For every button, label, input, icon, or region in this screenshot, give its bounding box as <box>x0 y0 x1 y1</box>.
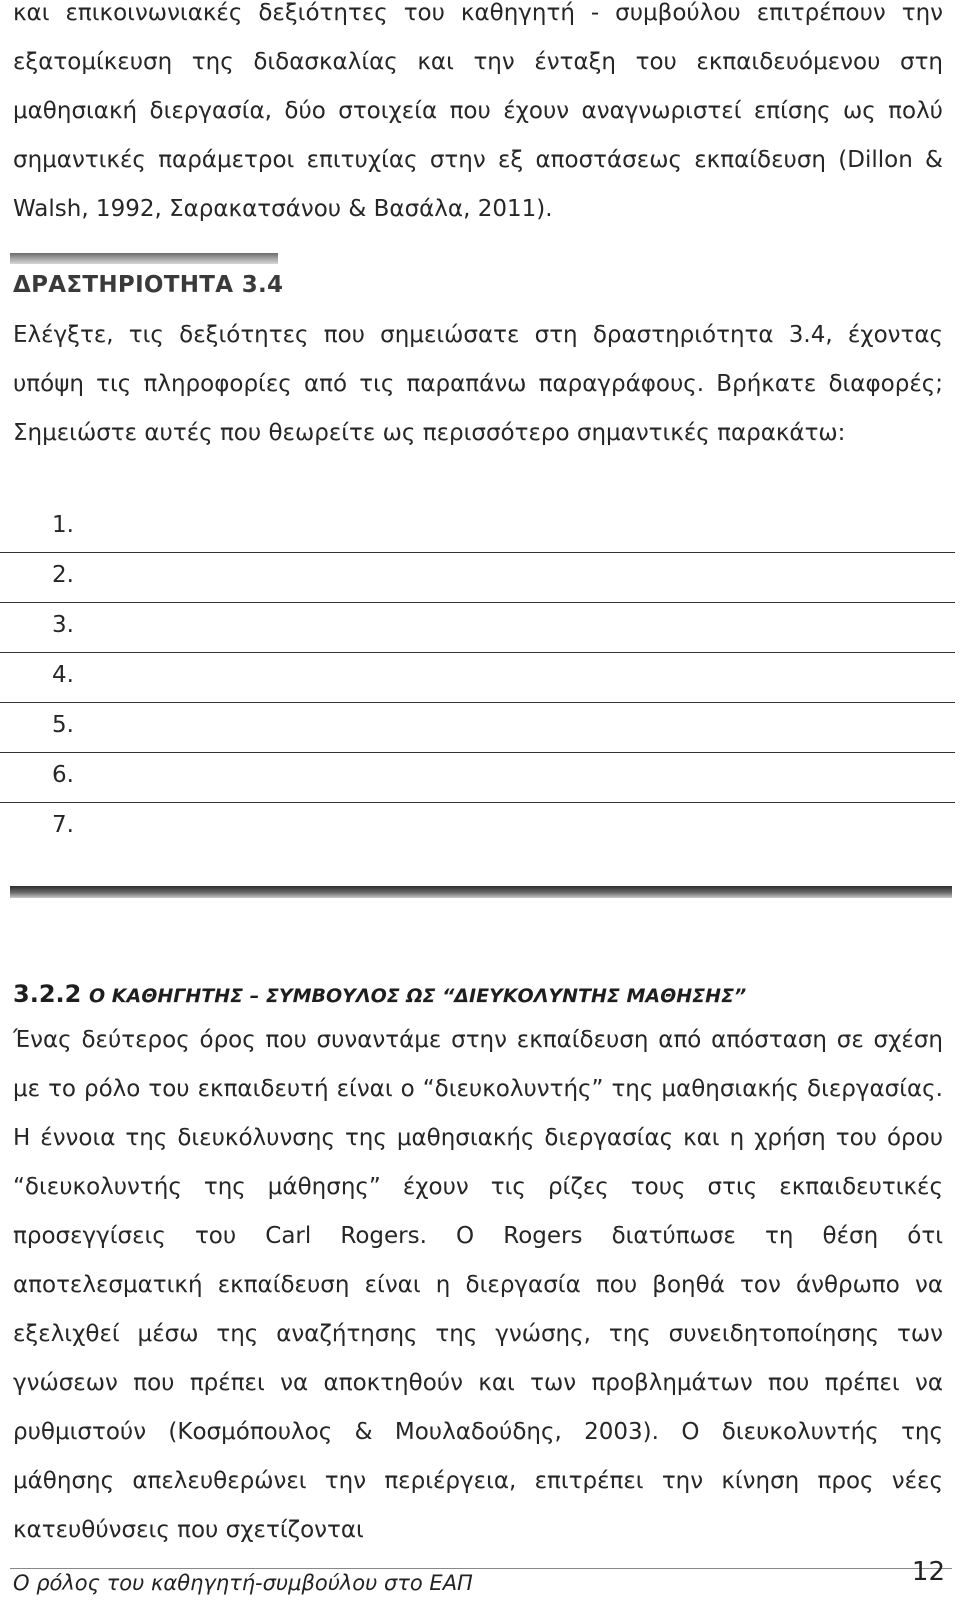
answer-rule <box>0 702 955 703</box>
answer-number: 3. <box>52 612 74 638</box>
answer-rule <box>0 802 955 803</box>
answer-line[interactable] <box>0 708 960 758</box>
answer-number: 5. <box>52 712 74 738</box>
footer-rule <box>10 1568 952 1569</box>
answer-line[interactable] <box>0 808 960 858</box>
answer-number: 6. <box>52 762 74 788</box>
answer-line[interactable] <box>0 758 960 808</box>
answer-number: 2. <box>52 562 74 588</box>
answer-line[interactable] <box>0 608 960 658</box>
intro-paragraph: και επικοινωνιακές δεξιότητες του καθηγητή - συμβούλου επιτρέπουν την εξατομίκευση της διδασκαλίας και την ένταξη του εκπαιδευόμενου στη μαθησιακή διεργασία, δύο στοιχεία που έχουν αναγνωριστεί επίσης ως πολύ σημαντικές παράμετροι επιτυχίας στην εξ αποστάσεως εκπαίδευση (Dillon & Walsh, 1992, Σαρακατσάνου & Βασάλα, 2011). <box>13 0 943 222</box>
activity-footer-bar <box>10 886 952 898</box>
answer-line[interactable] <box>0 658 960 708</box>
section-number: 3.2.2 <box>13 980 82 1008</box>
activity-title: ΔΡΑΣΤΗΡΙΟΤΗΤΑ 3.4 <box>13 272 284 298</box>
answer-number: 7. <box>52 812 74 838</box>
section-heading <box>13 980 746 1008</box>
answer-rule <box>0 552 955 553</box>
section-title: Ο ΚΑΘΗΓΗΤΗΣ – ΣΥΜΒΟΥΛΟΣ ΩΣ “ΔΙΕΥΚΟΛΥΝΤΗΣ ΜΑΘΗΣΗΣ” <box>89 985 747 1007</box>
answer-line[interactable] <box>0 508 960 558</box>
answer-number: 1. <box>52 512 74 538</box>
footer-running-title: Ο ρόλος του καθηγητή-συμβούλου στο ΕΑΠ <box>13 1571 473 1595</box>
answer-rule <box>0 752 955 753</box>
answer-number: 4. <box>52 662 74 688</box>
page-number: 12 <box>911 1557 945 1587</box>
answer-rule <box>0 652 955 653</box>
activity-header-bar <box>10 253 278 264</box>
answer-rule <box>0 602 955 603</box>
section-paragraph: Ένας δεύτερος όρος που συναντάμε στην εκπαίδευση από απόσταση σε σχέση με το ρόλο του εκπαιδευτή είναι ο “διευκολυντής” της μαθησιακής διεργασίας. Η έννοια της διευκόλυνσης της μαθησιακής διεργασίας και η χρήση του όρου “διευκολυντής της μάθησης” έχουν τις ρίζες τους στις εκπαιδευτικές προσεγγίσεις του Carl Rogers. Ο Rogers διατύπωσε τη θέση ότι αποτελεσματική εκπαίδευση είναι η διεργασία που βοηθά τον άνθρωπο να εξελιχθεί μέσω της αναζήτησης της γνώσης, της συνειδητοποίησης των γνώσεων που πρέπει να αποκτηθούν και των προβλημάτων που πρέπει να ρυθμιστούν (Κοσμόπουλος & Μουλαδούδης, 2003). Ο διευκολυντής της μάθησης απελευθερώνει την περιέργεια, επιτρέπει την κίνηση προς νέες κατευθύνσεις που σχετίζονται <box>13 1027 943 1543</box>
activity-instructions: Ελέγξτε, τις δεξιότητες που σημειώσατε στη δραστηριότητα 3.4, έχοντας υπόψη τις πληροφορίες από τις παραπάνω παραγράφους. Βρήκατε διαφορές; Σημειώστε αυτές που θεωρείτε ως περισσότερο σημαντικές παρακάτω: <box>13 322 943 446</box>
answer-line[interactable] <box>0 558 960 608</box>
answer-list <box>0 508 960 858</box>
